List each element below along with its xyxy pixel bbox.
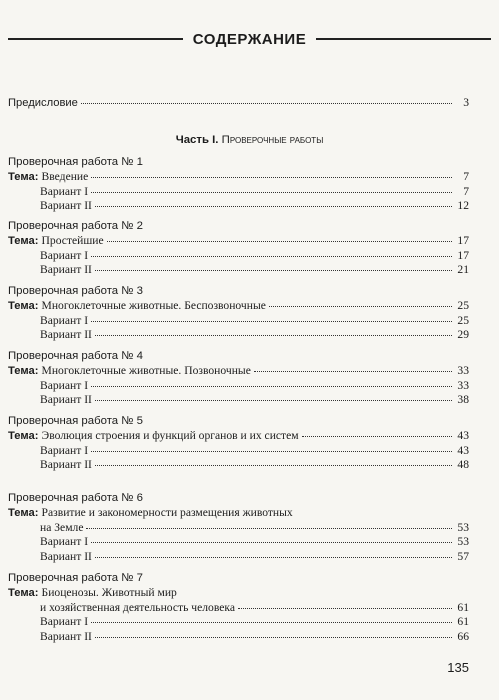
dot-leader	[302, 435, 452, 437]
topic-text: Эволюция строения и функций органов и их систем	[41, 428, 299, 442]
dot-leader	[91, 541, 452, 543]
dot-leader	[95, 464, 452, 466]
variant-label: Вариант I	[40, 378, 89, 392]
dot-leader	[91, 320, 452, 322]
work-heading[interactable]: Проверочная работа № 5	[8, 415, 144, 427]
topic-text: Многоклеточные животные. Позвоночные	[41, 363, 251, 377]
dot-leader	[91, 621, 452, 623]
topic-line[interactable]	[8, 586, 177, 600]
dot-leader	[95, 334, 452, 336]
header-rule-right	[316, 38, 491, 40]
preface-label: Предисловие	[8, 97, 78, 109]
topic-text: Биоценозы. Животный мир	[41, 585, 177, 599]
variant-label: Вариант I	[40, 313, 89, 327]
topic-line[interactable]	[8, 299, 469, 313]
variant-label: Вариант I	[40, 248, 89, 262]
variant-entry[interactable]	[40, 550, 469, 564]
variant-label: Вариант II	[40, 630, 92, 644]
variant-page: 7	[463, 184, 469, 198]
topic-text: Введение	[41, 169, 89, 183]
variant-page: 48	[457, 458, 469, 472]
topic-text: Развитие и закономерности размещения животных	[41, 505, 293, 519]
variant-entry[interactable]	[40, 535, 469, 549]
topic-label: Тема:	[8, 234, 39, 247]
dot-leader	[238, 607, 452, 609]
header-rule-left	[8, 38, 183, 40]
dot-leader	[95, 205, 452, 207]
topic-line[interactable]	[8, 234, 469, 248]
variant-page: 21	[457, 263, 469, 277]
topic-page: 61	[457, 600, 469, 614]
variant-label: Вариант II	[40, 328, 92, 342]
variant-page: 61	[457, 615, 469, 629]
topic-label: Тема:	[8, 299, 39, 312]
topic-line[interactable]	[8, 429, 469, 443]
topic-page: 7	[463, 169, 469, 183]
dot-leader	[269, 305, 452, 307]
topic-page: 17	[457, 233, 469, 247]
dot-leader	[95, 269, 452, 271]
variant-page: 38	[457, 393, 469, 407]
variant-label: Вариант I	[40, 535, 89, 549]
topic-label: Тема:	[8, 429, 39, 442]
topic-label: Тема:	[8, 170, 39, 183]
dot-leader	[254, 370, 452, 372]
variant-entry[interactable]	[40, 249, 469, 263]
variant-page: 33	[457, 378, 469, 392]
topic-page: 53	[457, 520, 469, 534]
work-heading[interactable]: Проверочная работа № 2	[8, 220, 144, 232]
variant-entry[interactable]	[40, 615, 469, 629]
dot-leader	[91, 191, 452, 193]
work-heading[interactable]: Проверочная работа № 4	[8, 350, 144, 362]
variant-label: Вариант I	[40, 443, 89, 457]
topic-page: 43	[457, 428, 469, 442]
topic-text: Многоклеточные животные. Беспозвоночные	[41, 298, 266, 312]
variant-label: Вариант II	[40, 550, 92, 564]
part-heading	[0, 133, 499, 147]
topic-label: Тема:	[8, 586, 39, 599]
variant-entry[interactable]	[40, 314, 469, 328]
topic-page: 33	[457, 363, 469, 377]
variant-page: 17	[457, 248, 469, 262]
topic-page: 25	[457, 298, 469, 312]
variant-entry[interactable]	[40, 199, 469, 213]
topic-text: Простейшие	[41, 233, 104, 247]
variant-page: 25	[457, 313, 469, 327]
part-prefix: Часть I.	[175, 134, 219, 146]
dot-leader	[91, 255, 452, 257]
dot-leader	[95, 636, 452, 638]
topic-line[interactable]	[8, 170, 469, 184]
toc-entry-preface[interactable]	[8, 96, 469, 110]
work-heading[interactable]: Проверочная работа № 6	[8, 492, 144, 504]
variant-entry[interactable]	[40, 379, 469, 393]
variant-page: 66	[457, 630, 469, 644]
variant-page: 57	[457, 550, 469, 564]
variant-label: Вариант II	[40, 199, 92, 213]
variant-label: Вариант II	[40, 458, 92, 472]
topic-text: на Земле	[40, 520, 84, 534]
variant-entry[interactable]	[40, 444, 469, 458]
dot-leader	[91, 176, 452, 178]
dot-leader	[107, 240, 452, 242]
variant-page: 43	[457, 443, 469, 457]
variant-label: Вариант I	[40, 615, 89, 629]
dot-leader	[81, 102, 452, 104]
dot-leader	[91, 450, 452, 452]
toc-title: СОДЕРЖАНИЕ	[192, 30, 307, 48]
topic-label: Тема:	[8, 506, 39, 519]
dot-leader	[91, 385, 452, 387]
preface-page: 3	[463, 96, 469, 109]
page-number: 135	[447, 660, 469, 675]
variant-entry[interactable]	[40, 458, 469, 472]
variant-label: Вариант I	[40, 184, 89, 198]
variant-label: Вариант II	[40, 263, 92, 277]
work-heading[interactable]: Проверочная работа № 1	[8, 156, 144, 168]
variant-entry[interactable]	[40, 393, 469, 407]
variant-entry[interactable]	[40, 185, 469, 199]
variant-page: 53	[457, 535, 469, 549]
work-heading[interactable]: Проверочная работа № 7	[8, 572, 144, 584]
topic-line[interactable]	[40, 521, 469, 535]
variant-entry[interactable]	[40, 263, 469, 277]
topic-text: и хозяйственная деятельность человека	[40, 600, 235, 614]
dot-leader	[95, 556, 452, 558]
dot-leader	[95, 399, 452, 401]
work-heading[interactable]: Проверочная работа № 3	[8, 285, 144, 297]
topic-line[interactable]	[8, 506, 293, 520]
variant-entry[interactable]	[40, 328, 469, 342]
topic-line[interactable]	[40, 601, 469, 615]
topic-line[interactable]	[8, 364, 469, 378]
variant-entry[interactable]	[40, 630, 469, 644]
variant-label: Вариант II	[40, 393, 92, 407]
part-name: Проверочные работы	[221, 134, 324, 146]
dot-leader	[86, 527, 452, 529]
toc-header	[8, 28, 491, 50]
variant-page: 29	[457, 328, 469, 342]
variant-page: 12	[457, 199, 469, 213]
topic-label: Тема:	[8, 364, 39, 377]
